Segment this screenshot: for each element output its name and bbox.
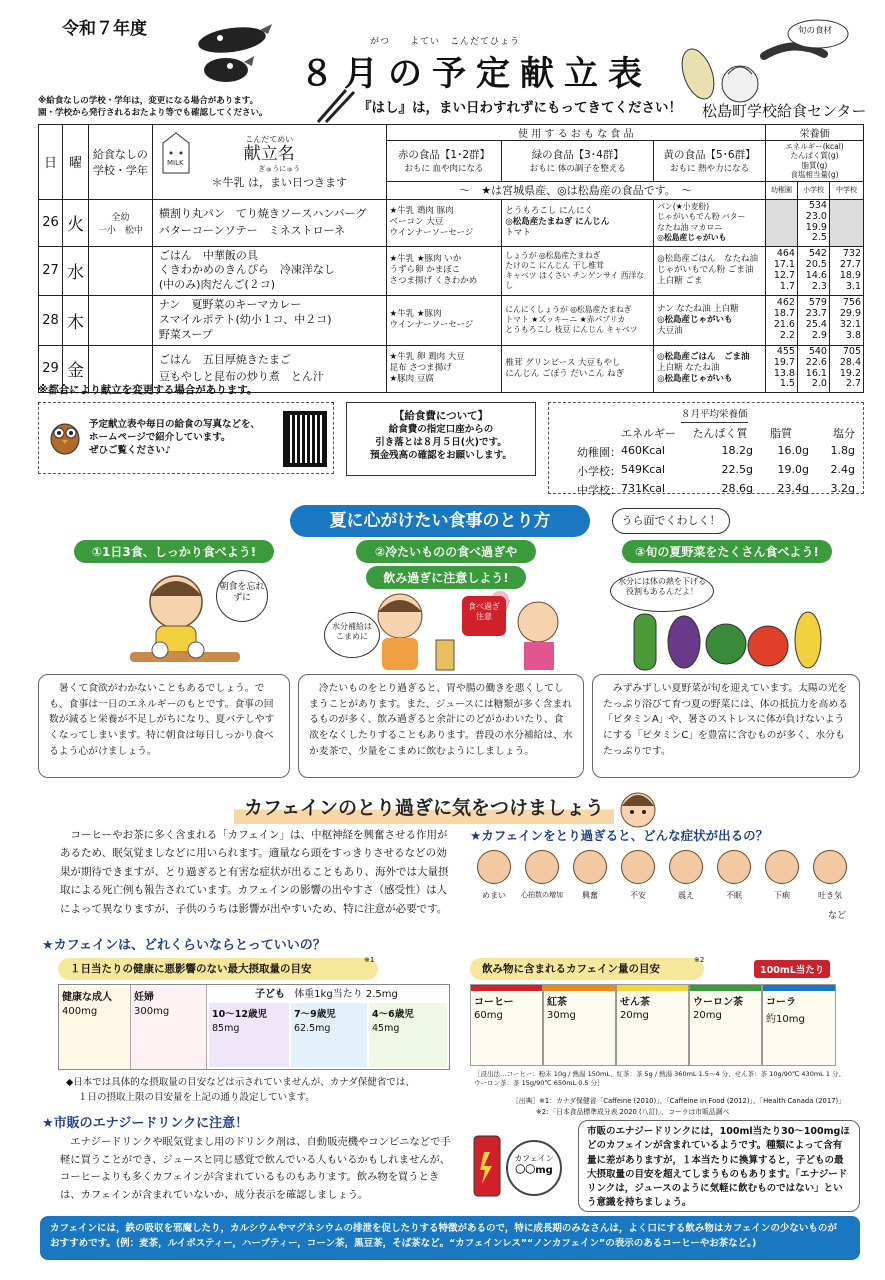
col-dow: 曜 bbox=[62, 125, 88, 200]
adult-value: 400mg bbox=[62, 1006, 98, 1017]
yellow-food: ◎松島産じゃがいも bbox=[657, 374, 733, 385]
can-value: 〇〇mg bbox=[515, 1165, 553, 1177]
nut-salt: 3.8 bbox=[845, 330, 861, 342]
limit-panel bbox=[58, 984, 450, 1070]
symptom-item bbox=[520, 850, 564, 901]
nut-fat: 12.7 bbox=[773, 269, 795, 281]
nut-protein: 27.7 bbox=[839, 258, 861, 270]
nut-fat: 19.2 bbox=[839, 367, 861, 379]
yellow-food: 上白糖 ごま bbox=[657, 276, 703, 287]
symptom-label: 不眠 bbox=[726, 891, 742, 900]
note-noschool: ※給食なしの学校・学年は，変更になる場合があります。 bbox=[38, 96, 259, 106]
bottom-line: おすすめです。(例：麦茶，ルイボスティー，ハーブティー，コーン茶，黒豆茶，そば茶など。“カフェインレス”“ノンカフェイン”の表示のあるコーヒーやお茶など。) bbox=[50, 1238, 757, 1250]
avg-title: ８月平均栄養価 bbox=[681, 409, 748, 423]
fee-line: 給食費の指定口座からの bbox=[388, 424, 494, 436]
green-food-sub: おもに 体の調子を整える bbox=[529, 164, 626, 175]
tip1-text: 暑くて食欲がわかないこともあるでしょう。でも、食事は一日のエネルギーのもとです。食事の回数が減ると栄養が不足しがちになり、夏バテしやすくなってしまいます。特に朝食は毎日しっかり食べるよう心がけましょう。 bbox=[38, 674, 290, 778]
avg-protein: 22.5g bbox=[721, 463, 753, 476]
nut-protein: 23.7 bbox=[805, 308, 827, 320]
yellow-food: ◎松島産ごはん なたね油 bbox=[657, 254, 759, 265]
nut-salt: 2.7 bbox=[845, 378, 861, 390]
kid-value: 85mg bbox=[212, 1023, 240, 1034]
avg-protein: 28.6g bbox=[721, 482, 753, 495]
fee-title: 【給食費について】 bbox=[393, 410, 489, 422]
red-food: ★牛乳 卵 鶏肉 大豆 bbox=[389, 351, 465, 362]
symptoms-more: など bbox=[828, 911, 847, 921]
child-label: 子ども bbox=[255, 989, 285, 1000]
col-ingredients: 使 用 す る お も な 食 品 bbox=[386, 125, 765, 141]
nut-label-energy: エネルギー(kcal) bbox=[785, 142, 844, 151]
energy-text: エナジードリンクや眠気覚まし用のドリンク剤は、自動販売機やコンビニなどで手軽に買うことができ、ジュースと同じ感覚で飲んでいる人もいるかもしれませんが、コーヒーよりも多くカフェインが含まれているものもあります。飲み物を買うときは、カフェインが含まれていないか、成分表示を確認しましょう。 bbox=[60, 1136, 451, 1201]
green-food: トマト bbox=[505, 228, 531, 239]
symptom-label: 興奮 bbox=[582, 891, 598, 900]
row-day: 26 bbox=[39, 199, 63, 246]
nut-salt: 2.9 bbox=[811, 330, 827, 342]
adult-label: 健康な成人 bbox=[62, 992, 112, 1003]
nut-salt: 2.2 bbox=[779, 330, 795, 342]
yellow-food: ナン なたね油 上白糖 bbox=[657, 303, 739, 314]
dizzy-face-icon bbox=[477, 850, 511, 884]
row-dow: 火 bbox=[62, 199, 88, 246]
excited-face-icon bbox=[573, 850, 607, 884]
bottom-line: カフェインには，鉄の吸収を邪魔したり，カルシウムやマグネシウムの排泄を促したりする特徴があるので，特に成長期のみなさんは，よく口にする飲み物はカフェインの少ないものが bbox=[50, 1223, 837, 1234]
menu-line: 野菜スープ bbox=[158, 327, 213, 341]
row-noschool: 全幼 一小 松中 bbox=[88, 199, 152, 246]
center-name: 松島町学校給食センター bbox=[702, 102, 867, 120]
svg-text:MILK: MILK bbox=[166, 159, 184, 167]
nut-fat: 32.1 bbox=[839, 319, 861, 331]
avg-header: エネルギー bbox=[621, 427, 676, 440]
drink-name: コーヒー bbox=[474, 997, 514, 1008]
drink-value: 60mg bbox=[474, 1010, 503, 1021]
symptom-list bbox=[472, 850, 852, 901]
menu-ruby: こんだてめい bbox=[245, 134, 294, 144]
menu-row bbox=[39, 296, 864, 346]
yellow-food: なたね油 マカロニ bbox=[657, 222, 722, 232]
bottom-note bbox=[40, 1216, 860, 1260]
tip3-text: みずみずしい夏野菜が旬を迎えています。太陽の光をたっぷり浴びて育つ夏の野菜には、体の抵抗力を高める「ビタミンA」や、暑さのストレスに体が負けないようにする「ビタミンC」を豊富に含むものが多く、水分もたっぷりです。 bbox=[592, 674, 860, 778]
nut-protein: 23.0 bbox=[805, 210, 827, 222]
thinking-kid-icon bbox=[616, 786, 660, 830]
drinks-mark: ※2 bbox=[694, 956, 705, 964]
yellow-food-title: 黄の食品【5･6群】 bbox=[663, 149, 756, 162]
nut-label-protein: たんぱく質(g) bbox=[790, 151, 839, 161]
breakfast-bubble: 朝食を忘れずに bbox=[216, 570, 268, 622]
nut-protein: 17.1 bbox=[773, 258, 795, 270]
drinks-panel bbox=[470, 984, 836, 1066]
nut-col-junior: 中学校 bbox=[829, 181, 863, 199]
nut-label-salt: 食塩相当量(g) bbox=[790, 170, 839, 180]
homepage-box bbox=[38, 402, 334, 474]
hp-line: ホームページで紹介しています。 bbox=[89, 431, 231, 443]
nut-energy: 705 bbox=[842, 345, 861, 357]
nut-protein: 22.6 bbox=[805, 356, 827, 368]
row-day: 27 bbox=[39, 246, 63, 296]
avg-fat: 16.0g bbox=[777, 444, 809, 457]
nausea-face-icon bbox=[813, 850, 847, 884]
heartbeat-face-icon bbox=[525, 850, 559, 884]
nut-fat: 18.9 bbox=[839, 269, 861, 281]
nut-label-fat: 脂質(g) bbox=[801, 160, 828, 170]
green-food: にんじん ごぼう だいこん ねぎ bbox=[505, 368, 624, 379]
nut-energy: 540 bbox=[808, 345, 827, 357]
symptom-item bbox=[568, 850, 612, 901]
avg-fat: 23.4g bbox=[777, 482, 809, 495]
symptom-label: 吐き気 bbox=[818, 891, 842, 900]
red-food: ★牛乳 ★豚肉 いか bbox=[389, 254, 462, 265]
row-day: 28 bbox=[39, 296, 63, 346]
red-food-sub: おもに 血や肉になる bbox=[404, 164, 484, 175]
tip2-title-a: ②冷たいものの食べ過ぎや bbox=[356, 540, 536, 563]
row-day: 29 bbox=[39, 345, 63, 392]
drink-value: 20mg bbox=[620, 1010, 649, 1021]
seasonal-vegetables-illustration bbox=[668, 14, 868, 104]
per100-badge: 100mL当たり bbox=[754, 960, 830, 978]
drinks-title: 飲み物に含まれるカフェイン量の目安 bbox=[470, 958, 704, 980]
chopsticks-icon bbox=[316, 88, 356, 124]
yellow-food: じゃがいもでん粉 ごま油 bbox=[657, 265, 754, 276]
child-unit: 体重1kg当たり 2.5mg bbox=[294, 989, 398, 1000]
row-noschool bbox=[88, 296, 152, 346]
red-food: ★牛乳 鶏肉 豚肉 bbox=[389, 205, 454, 216]
avg-row bbox=[555, 463, 855, 479]
nut-protein: 20.5 bbox=[805, 258, 827, 270]
col-nutrition: 栄養価 bbox=[765, 125, 863, 141]
can-label: カフェイン bbox=[514, 1154, 554, 1163]
green-food: ◎松島産たまねぎ にんじん bbox=[505, 216, 610, 227]
menu-line: 豆もやしと昆布の炒り煮 とん汁 bbox=[158, 369, 324, 383]
row-dow: 水 bbox=[62, 246, 88, 296]
col-noschool: 給食なしの学校・学年 bbox=[88, 125, 152, 200]
note-check: 園・学校から発行されるおたより等でも確認してください。 bbox=[38, 108, 268, 118]
menu-row bbox=[39, 246, 864, 296]
nut-fat: 16.1 bbox=[805, 367, 827, 379]
row-dow: 木 bbox=[62, 296, 88, 346]
avg-label: 幼稚園： bbox=[577, 446, 621, 459]
limit-title: １日当たりの健康に悪影響のない最大摂取量の目安 bbox=[58, 958, 378, 980]
chopsticks-reminder: 『はし』は，まい日わすれずにもってきてください！ bbox=[358, 100, 682, 116]
yellow-food: パン(★小麦粉) bbox=[657, 202, 710, 212]
nut-col-elementary: 小学校 bbox=[797, 181, 829, 199]
source-1: ［出典］※1：カナダ保健省「Caffeine (2010)」、「Caffeine in Food (2012)」、「Health Canada (2017)」 bbox=[512, 1097, 845, 1105]
drink-value: 20mg bbox=[693, 1010, 722, 1021]
avg-fat: 19.0g bbox=[777, 463, 809, 476]
red-food: うずら卵 かまぼこ bbox=[389, 265, 461, 276]
nut-protein: 28.4 bbox=[839, 356, 861, 368]
nut-salt: 3.1 bbox=[845, 280, 861, 292]
see-back-bubble: うら面でくわしく！ bbox=[612, 508, 730, 534]
nut-salt: 1.7 bbox=[779, 280, 795, 292]
red-food: ウインナーソーセージ bbox=[389, 228, 474, 239]
hp-line: ぜひご覧ください♪ bbox=[89, 444, 172, 456]
avg-row bbox=[555, 444, 855, 460]
symptom-item bbox=[664, 850, 708, 901]
col-day: 日 bbox=[39, 125, 63, 200]
drinks-note: ［浸出法…コーヒー：粉末 10g / 熱湯 150mL、紅茶：茶 5g / 熱湯 360mL 1.5～4 分、せん茶：茶 10g/90℃ 430mL 1 分、 bbox=[474, 1070, 846, 1078]
hp-line: 予定献立表や毎日の給食の写真などを、 bbox=[89, 419, 261, 430]
kid-age: 7～9歳児 bbox=[294, 1009, 336, 1020]
nut-energy: 464 bbox=[776, 247, 795, 259]
milk-carton-icon bbox=[159, 131, 193, 175]
yellow-food: 大豆油 bbox=[657, 325, 683, 336]
avg-header: 脂質 bbox=[770, 427, 792, 440]
green-food: 椎茸 グリンピース 大豆もやし bbox=[505, 357, 621, 368]
green-food: とうもろこし 枝豆 にんじん キャベツ bbox=[505, 325, 638, 335]
nut-energy: 462 bbox=[776, 297, 795, 309]
nut-fat: 21.6 bbox=[773, 319, 795, 331]
fiscal-year: 令和７年度 bbox=[62, 19, 147, 39]
nut-salt: 2.5 bbox=[811, 232, 827, 244]
green-food: とうもろこし にんにく bbox=[505, 205, 594, 216]
green-food: たけのこ にんじん 干し椎茸 bbox=[505, 260, 604, 270]
vegetable-bubble: 水分には体の熱を下げる役割もあるんだよ！ bbox=[610, 570, 714, 612]
menu-line: ごはん 五目厚焼きたまご bbox=[158, 353, 291, 367]
red-food: ウインナーソーセージ bbox=[389, 320, 474, 331]
summer-vegetables-illustration bbox=[630, 606, 830, 672]
avg-nutrition-box bbox=[548, 402, 864, 497]
drink-item bbox=[616, 984, 689, 1066]
tip3-title: ③旬の夏野菜をたくさん食べよう! bbox=[622, 540, 832, 563]
nut-energy: 542 bbox=[808, 247, 827, 259]
green-food: しょうが ◎松島産たまねぎ bbox=[505, 250, 601, 260]
avg-label: 小学校： bbox=[577, 465, 621, 478]
row-dow: 金 bbox=[62, 345, 88, 392]
owl-mascot-icon bbox=[47, 415, 83, 455]
nut-protein: 18.7 bbox=[773, 308, 795, 320]
milk-ruby: ぎゅうにゅう bbox=[258, 164, 301, 173]
canada-note: ◆日本では具体的な摂取量の目安などは示されていませんが、カナダ保健省では、 bbox=[66, 1077, 415, 1088]
nut-salt: 2.0 bbox=[811, 378, 827, 390]
green-food: キャベツ はくさい チンゲンサイ 西洋なし bbox=[505, 270, 645, 290]
symptom-label: 震え bbox=[678, 891, 694, 900]
anxious-face-icon bbox=[621, 850, 655, 884]
red-food: ベーコン 大豆 bbox=[389, 216, 444, 227]
nut-fat: 14.6 bbox=[805, 269, 827, 281]
avg-protein: 18.2g bbox=[721, 444, 753, 457]
symptom-title: ★カフェインをとり過ぎると、どんな症状が出るの？ bbox=[470, 828, 769, 843]
caffeine-banner: カフェインのとり過ぎに気をつけましょう bbox=[234, 792, 614, 824]
symptom-label: 不安 bbox=[630, 891, 646, 900]
pregnant-value: 300mg bbox=[134, 1006, 170, 1017]
canada-note: １日の摂取上限の目安量を上記の通り設定しています。 bbox=[78, 1091, 315, 1103]
summer-banner: 夏に心がけたい食事のとり方 bbox=[290, 505, 590, 537]
change-note: ※都合により献立を変更する場合があります。 bbox=[38, 384, 258, 396]
menu-line: 横割り丸パン てり焼きソースハンバーグ bbox=[158, 207, 367, 220]
drink-name: 紅茶 bbox=[547, 997, 567, 1008]
green-food: トマト ★ズッキーニ ★赤パプリカ bbox=[505, 315, 626, 325]
tip2-title-b: 飲み過ぎに注意しよう! bbox=[366, 566, 526, 589]
qr-code[interactable] bbox=[283, 411, 327, 467]
energy-box: 市販のエナジードリンクには，100ml当たり30～100mgほどのカフェインが含まれているようです。種類によって含有量に差がありますが，１本当たりに換算すると，子どもの最大摂取量の目安を超えてしまうものもあります。「エナジードリンクは，ジュースのように気軽に飲むものではない」という意識を持ちましょう。 bbox=[578, 1120, 860, 1212]
symptom-label: めまい bbox=[482, 891, 506, 900]
red-food-title: 赤の食品【1･2群】 bbox=[397, 149, 491, 162]
pregnant-label: 妊婦 bbox=[134, 992, 154, 1003]
symptom-item bbox=[760, 850, 804, 901]
avg-header: 塩分 bbox=[833, 427, 855, 440]
symptom-item bbox=[616, 850, 660, 901]
drink-item bbox=[689, 984, 762, 1066]
kid-value: 62.5mg bbox=[294, 1023, 331, 1034]
nut-col-kindergarten: 幼稚園 bbox=[765, 181, 797, 199]
nut-energy: 756 bbox=[842, 297, 861, 309]
kid-value: 45mg bbox=[372, 1023, 400, 1034]
drink-item bbox=[470, 984, 543, 1066]
menu-line: スマイルポテト(幼小１コ、中２コ) bbox=[158, 312, 332, 326]
tip1-title: ①1日3食、しっかり食べよう! bbox=[74, 540, 274, 563]
drink-value: 30mg bbox=[547, 1010, 576, 1021]
kid-age: 4～6歳児 bbox=[372, 1009, 414, 1020]
nut-energy: 579 bbox=[808, 297, 827, 309]
menu-row bbox=[39, 199, 864, 246]
red-food: ★豚肉 豆腐 bbox=[389, 374, 434, 385]
menu-label: 献立名 bbox=[243, 143, 295, 164]
nut-fat: 19.9 bbox=[805, 221, 827, 233]
fee-line: 引き落とは８月５日(火)です。 bbox=[375, 437, 507, 449]
menu-line: バターコーンソテー ミネストローネ bbox=[158, 223, 346, 237]
nut-energy: 534 bbox=[808, 199, 827, 211]
source-2: ※2：「日本食品標準成分表 2020 (八訂)」、コーラは市販品調べ bbox=[536, 1107, 730, 1116]
menu-line: ナン 夏野菜のキーマカレー bbox=[158, 298, 302, 312]
col-menu-header bbox=[152, 125, 386, 200]
menu-line: (中のみ)肉だんご(２コ) bbox=[158, 278, 276, 292]
symptom-item bbox=[808, 850, 852, 901]
nut-fat: 13.8 bbox=[773, 367, 795, 379]
diarrhea-face-icon bbox=[765, 850, 799, 884]
seasonal-label: 旬の食材 bbox=[798, 26, 833, 36]
page-title: ８月の予定献立表 bbox=[300, 54, 652, 94]
yellow-food: ◎松島産じゃがいも bbox=[657, 232, 727, 242]
energy-title: ★市販のエナジードリンクに注意！ bbox=[42, 1116, 249, 1131]
row-noschool bbox=[88, 246, 152, 296]
symptom-item bbox=[472, 850, 516, 901]
symptom-item bbox=[712, 850, 756, 901]
overeat-bubble: 食べ過ぎ注意 bbox=[462, 596, 506, 636]
nut-protein: 29.9 bbox=[839, 308, 861, 320]
eggplant-illustration bbox=[190, 18, 280, 88]
green-food: にんにくしょうが ◎松島産たまねぎ bbox=[505, 305, 632, 315]
avg-header: たんぱく質 bbox=[692, 427, 748, 440]
red-food: 昆布 さつま揚げ bbox=[389, 363, 452, 374]
nut-energy: 732 bbox=[842, 247, 861, 259]
avg-energy: 731Kcal bbox=[621, 482, 666, 495]
symptom-label: 下痢 bbox=[774, 891, 790, 900]
caffeine-intro: コーヒーやお茶に多く含まれる「カフェイン」は、中枢神経を興奮させる作用があるため、眠気覚ましなどに用いられます。適量なら頭をすっきりさせるなどの効果が期待できますが、とり過ぎると有害な症状が出ることもあり、海外では大量摂取による死亡例も報告されています。カフェインの影響の出やすさ（感受性）は人によって異なりますが、子供のうちは影響が出やすいため、特に注意が必要です。 bbox=[60, 829, 449, 915]
kid-age: 10～12歳児 bbox=[212, 1009, 267, 1020]
nut-salt: 2.3 bbox=[811, 280, 827, 292]
green-food-title: 緑の食品【3･4群】 bbox=[531, 149, 624, 162]
yellow-food: じゃがいもでん粉 バター bbox=[657, 212, 746, 222]
avg-label: 中学校： bbox=[577, 484, 621, 497]
fee-line: 預金残高の確認をお願いします。 bbox=[370, 449, 512, 461]
avg-energy: 549Kcal bbox=[621, 463, 666, 476]
title-ruby: がつ よてい こんだてひょう bbox=[370, 37, 521, 47]
drinks-note: ウーロン茶：茶 15g/90℃ 650mL 0.5 分］ bbox=[474, 1079, 604, 1088]
fee-box bbox=[346, 402, 536, 476]
avg-salt: 2.4g bbox=[830, 463, 855, 476]
origin-note: ～ ★は宮城県産、◎は松島産の食品です。 ～ bbox=[386, 181, 765, 199]
caffeine-can-label bbox=[506, 1140, 562, 1196]
avg-energy: 460Kcal bbox=[621, 444, 666, 457]
menu-table bbox=[38, 124, 864, 393]
drink-name: コーラ bbox=[766, 997, 796, 1008]
avg-salt: 1.8g bbox=[830, 444, 855, 457]
yellow-food: ◎松島産ごはん ごま油 bbox=[657, 351, 750, 362]
sleepless-face-icon bbox=[717, 850, 751, 884]
nut-fat: 25.4 bbox=[805, 319, 827, 331]
drink-value: 約10mg bbox=[766, 1014, 805, 1025]
avg-salt: 3.2g bbox=[830, 482, 855, 495]
water-bubble: 水分補給はこまめに bbox=[324, 612, 380, 658]
milk-note: ＊牛乳 は，まい日つきます bbox=[211, 175, 347, 189]
nut-energy: 455 bbox=[776, 345, 795, 357]
red-food: さつま揚げ くきわかめ bbox=[389, 276, 478, 287]
menu-line: くきわかめのきんぴら 冷凍洋なし bbox=[158, 263, 335, 277]
symptom-label: 心拍数の増加 bbox=[521, 891, 563, 899]
red-food: ★牛乳 ★豚肉 bbox=[389, 309, 442, 320]
tip2-text: 冷たいものをとり過ぎると、胃や腸の働きを悪くしてしまうことがあります。また、ジュースには糖類が多く含まれるものが多く、飲み過ぎると余計にのどがかわいたり、食欲をなくしたりすることもあります。普段の水分補給は、水か麦茶で、少量をこまめに飲むようにしましょう。 bbox=[298, 674, 584, 778]
nut-salt: 1.5 bbox=[779, 378, 795, 390]
menu-line: ごはん 中華飯の具 bbox=[158, 248, 258, 262]
avg-row bbox=[555, 482, 855, 498]
yellow-food: ◎松島産じゃがいも bbox=[657, 314, 733, 325]
nut-protein: 19.7 bbox=[773, 356, 795, 368]
drink-item bbox=[543, 984, 616, 1066]
yellow-food-sub: おもに 熱や力になる bbox=[669, 164, 750, 175]
limit-mark: ※1 bbox=[364, 956, 375, 964]
yellow-food: 上白糖 なたね油 bbox=[657, 363, 720, 374]
trembling-face-icon bbox=[669, 850, 703, 884]
amount-title: ★カフェインは、どれくらいならとっていいの？ bbox=[42, 938, 326, 953]
drink-name: せん茶 bbox=[620, 997, 650, 1008]
drink-name: ウーロン茶 bbox=[693, 997, 743, 1008]
drink-item bbox=[762, 984, 836, 1066]
